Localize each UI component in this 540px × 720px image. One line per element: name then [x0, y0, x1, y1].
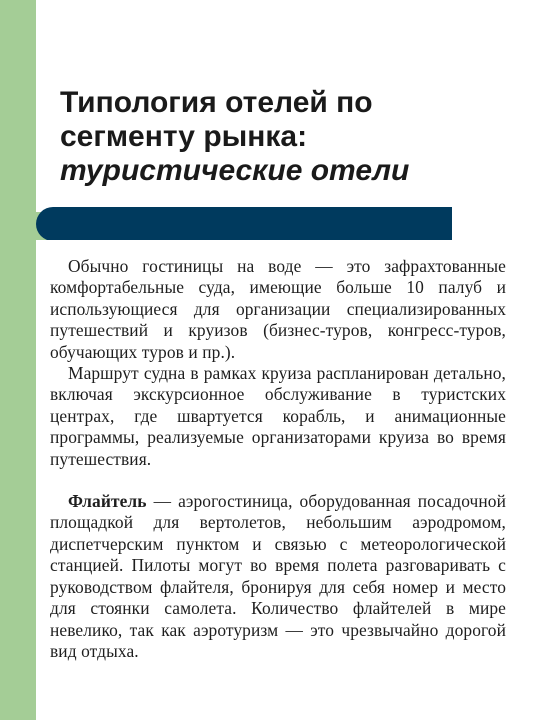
title-line-1: Типология отелей по [60, 86, 373, 119]
title-line-3: туристические отели [60, 154, 410, 187]
title-line-2: сегменту рынка: [60, 120, 308, 153]
slide-title [60, 86, 520, 188]
term-flytel: Флайтель [68, 491, 147, 512]
paragraph-cruise-route: Маршрут судна в рамках круиза распланирован детально, включая экскурсионное обслуживание в туристских центрах, где швартуется корабль, и анимационные программы, реализуемые организаторами круиза во время путешествия. [50, 363, 506, 469]
body-text [50, 256, 506, 662]
paragraph-flytel [50, 491, 506, 662]
paragraph-water-hotels: Обычно гостиницы на воде — это зафрахтованные комфортабельные суда, имеющие больше 10 палуб и использующиеся для организации специализированных путешествий и круизов (бизнес-туров, конгресс-туров, обучающих туров и пр.). [50, 256, 506, 362]
flytel-definition: — аэрогостиница, оборудованная посадочной площадкой для вертолетов, небольшим аэродромом, диспетчерским пунктом и связью с метеорологической станцией. Пилоты могут во время полета разговаривать с руководством флайтеля, бронируя для себя номер и место для стоянки самолета. Количество флайтелей в мире невелико, так как аэротуризм — это чрезвычайно дорогой вид отдыха. [50, 491, 506, 661]
title-divider-bar [36, 207, 452, 241]
paragraph-gap [50, 470, 506, 491]
